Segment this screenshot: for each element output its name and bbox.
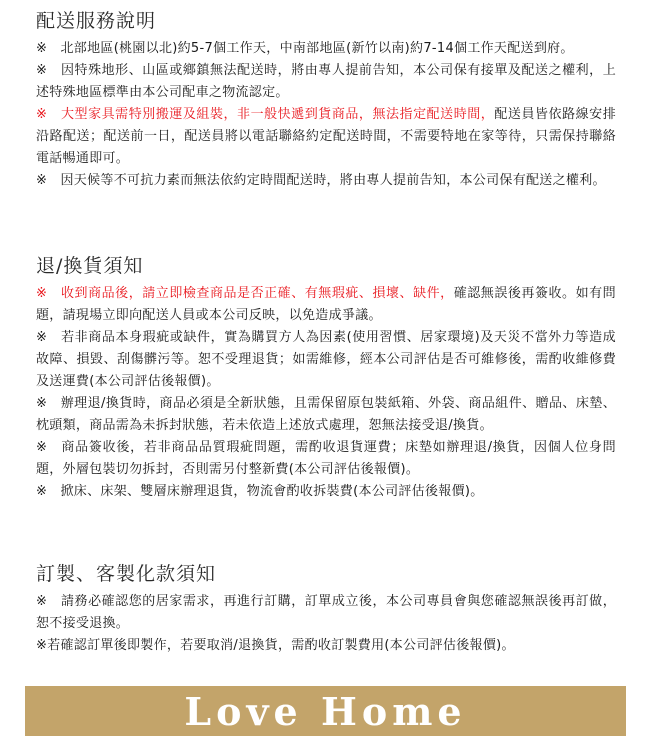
returns-item-1-highlight: ※ 收到商品後，請立即檢查商品是否正確、有無瑕疵、損壞、缺件， [36, 286, 454, 301]
returns-item-1: ※ 收到商品後，請立即檢查商品是否正確、有無瑕疵、損壞、缺件，確認無誤後再簽收。如有問題，請現場立即向配送人員或本公司反映，以免造成爭議。 [36, 286, 616, 323]
love-home-banner [25, 686, 626, 736]
shipping-item-1: ※ 北部地區(桃園以北)約5-7個工作天，中南部地區(新竹以南)約7-14個工作天配送到府。 [36, 41, 574, 56]
returns-item-2: ※ 若非商品本身瑕疵或缺件，實為購買方人為因素(使用習慣、居家環境)及天災不當外力等造成故障、損毀、刮傷髒污等。恕不受理退貨；如需維修，經本公司評估是否可維修後，需酌收維修費及送運費(本公司評估後報價)。 [36, 330, 616, 389]
custom-item-1: ※ 請務必確認您的居家需求，再進行訂購，訂單成立後，本公司專員會與您確認無誤後再訂做，恕不接受退換。 [36, 594, 616, 631]
banner-text: Love Home [184, 688, 467, 734]
returns-item-3: ※ 辦理退/換貨時，商品必須是全新狀態，且需保留原包裝紙箱、外袋、商品組件、贈品、床墊、枕頭類，商品需為未拆封狀態，若未依造上述放式處理，恕無法接受退/換貨。 [36, 396, 616, 433]
shipping-item-4: ※ 因天候等不可抗力素而無法依約定時間配送時，將由專人提前告知，本公司保有配送之權利。 [36, 173, 606, 188]
returns-section [36, 255, 616, 503]
shipping-item-3-highlight: ※ 大型家具需特別搬運及組裝，非一般快遞到貨商品，無法指定配送時間， [36, 107, 495, 122]
shipping-section [36, 10, 616, 192]
shipping-item-2: ※ 因特殊地形、山區或鄉鎮無法配送時，將由專人提前告知，本公司保有接單及配送之權利，上述特殊地區標準由本公司配車之物流認定。 [36, 63, 616, 100]
custom-item-2: ※若確認訂單後即製作，若要取消/退換貨，需酌收訂製費用(本公司評估後報價)。 [36, 638, 515, 653]
custom-order-title: 訂製、客製化款須知 [36, 563, 217, 585]
shipping-item-3: ※ 大型家具需特別搬運及組裝，非一般快遞到貨商品，無法指定配送時間，配送員皆依路線安排沿路配送；配送前一日，配送員將以電話聯絡約定配送時間，不需要特地在家等待，只需保持聯絡電話暢通即可。 [36, 107, 617, 166]
returns-title: 退/換貨須知 [36, 255, 144, 277]
custom-order-section [36, 563, 616, 657]
returns-item-5: ※ 掀床、床架、雙層床辦理退貨，物流會酌收拆裝費(本公司評估後報價)。 [36, 484, 484, 499]
returns-item-4: ※ 商品簽收後，若非商品品質瑕疵問題，需酌收退貨運費；床墊如辦理退/換貨，因個人位身問題，外層包裝切勿拆封，否則需另付整新費(本公司評估後報價)。 [36, 440, 616, 477]
shipping-title: 配送服務說明 [36, 10, 157, 32]
